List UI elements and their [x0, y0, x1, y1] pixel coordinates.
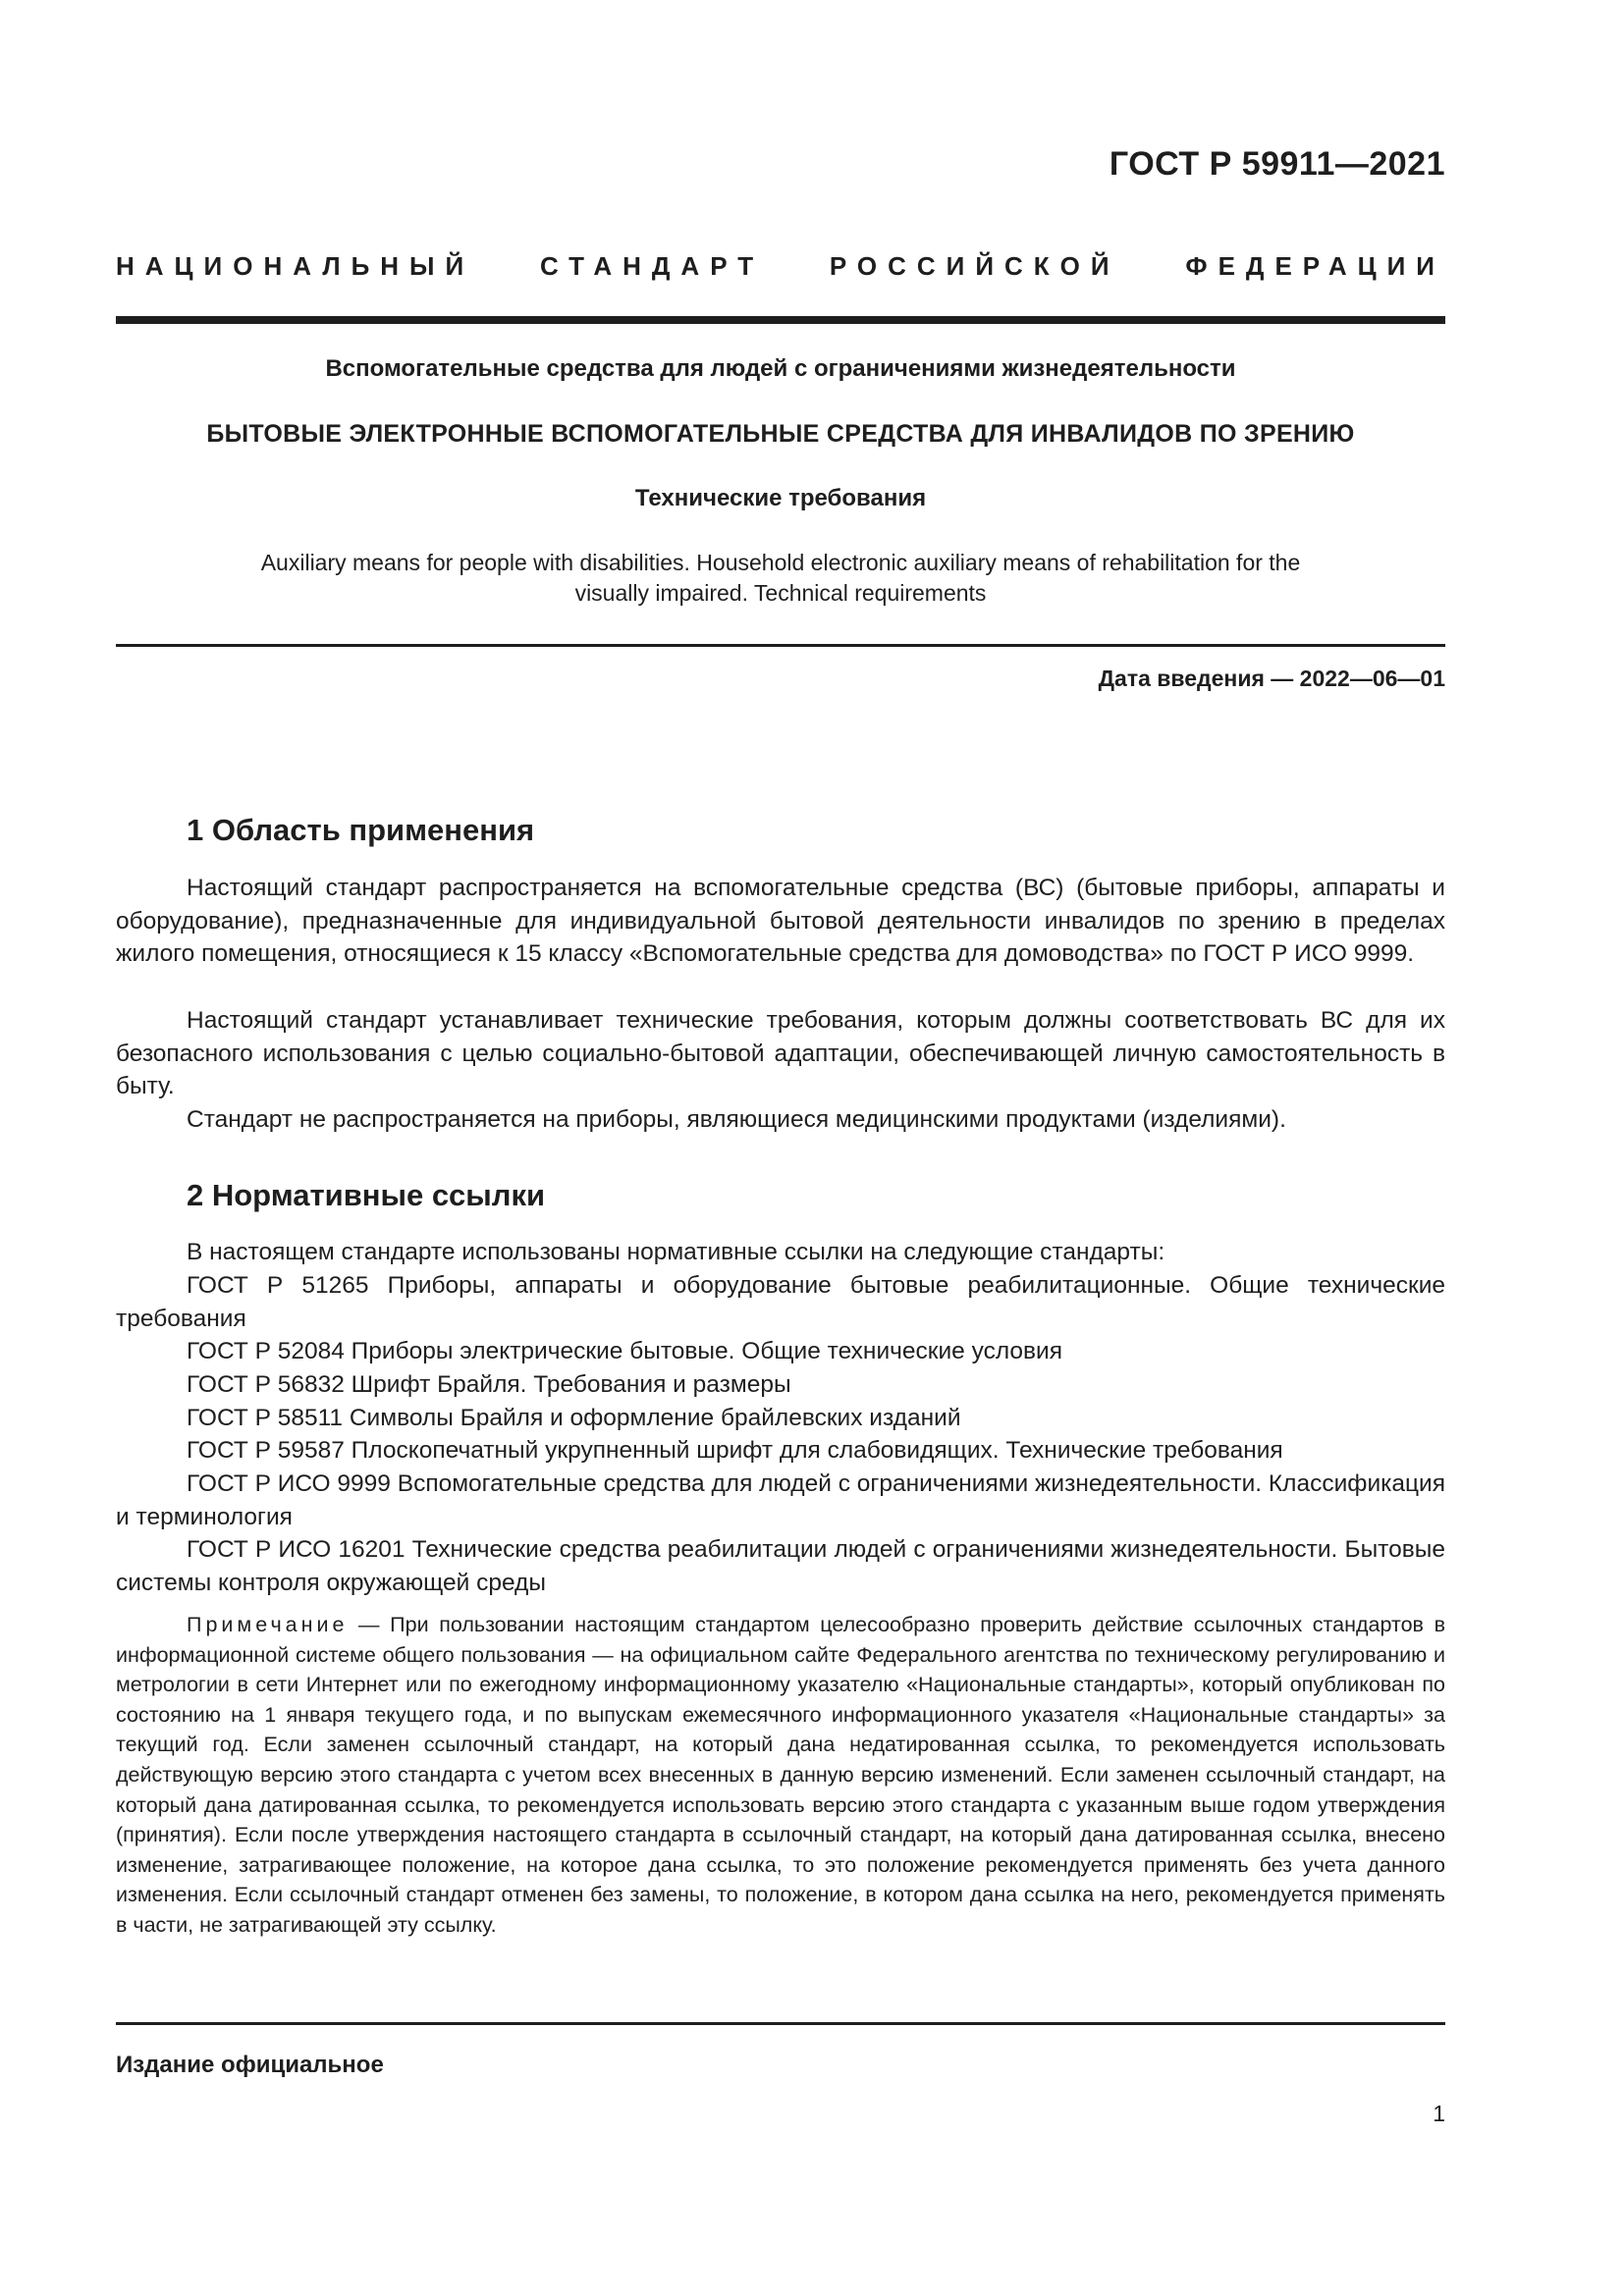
national-standard-banner: НАЦИОНАЛЬНЫЙ СТАНДАРТ РОССИЙСКОЙ ФЕДЕРАЦИИ [116, 251, 1445, 281]
footer-rule [116, 2022, 1445, 2025]
header-rule [116, 316, 1445, 324]
reference-item: ГОСТ Р 52084 Приборы электрические бытовые. Общие технические условия [187, 1338, 1063, 1364]
reference-item: ГОСТ Р ИСО 16201 Технические средства реабилитации людей с ограничениями жизнедеятельности. Бытовые системы контроля окружающей среды [116, 1536, 1445, 1596]
section-1-paragraph: Настоящий стандарт распространяется на вспомогательные средства (ВС) (бытовые приборы, аппараты и оборудование), предназначенные для индивидуальной бытовой деятельности инвалидов по зрению в пределах жилого помещения, относящиеся к 15 классу «Вспомогательные средства для домоводства» по ГОСТ Р ИСО 9999. [116, 875, 1445, 968]
english-title: Auxiliary means for people with disabilities. Household electronic auxiliary means of rehabilitation for the visually impaired. Technical requirements [260, 550, 1301, 606]
references-intro: В настоящем стандарте использованы нормативные ссылки на следующие стандарты: [187, 1239, 1165, 1265]
title-line-3: Технические требования [634, 485, 927, 511]
title-line-2: БЫТОВЫЕ ЭЛЕКТРОННЫЕ ВСПОМОГАТЕЛЬНЫЕ СРЕДСТВА ДЛЯ ИНВАЛИДОВ ПО ЗРЕНИЮ [206, 420, 1355, 448]
section-1-heading: 1 Область применения [187, 813, 535, 847]
document-code: ГОСТ Р 59911—2021 [1109, 145, 1445, 183]
section-1-paragraph: Стандарт не распространяется на приборы, являющиеся медицинскими продуктами (изделиями). [187, 1106, 1286, 1133]
title-rule [116, 644, 1445, 647]
date-of-introduction: Дата введения — 2022—06—01 [1098, 666, 1445, 691]
reference-item: ГОСТ Р 51265 Приборы, аппараты и оборудование бытовые реабилитационные. Общие технические требования [116, 1272, 1445, 1332]
page-number: 1 [1433, 2101, 1445, 2126]
reference-item: ГОСТ Р 58511 Символы Брайля и оформление брайлевских изданий [187, 1405, 961, 1431]
section-1-paragraph: Настоящий стандарт устанавливает технические требования, которым должны соответствовать ВС для их безопасного использования с целью социально-бытовой адаптации, обеспечивающей личную самостоятельность в быту. [116, 1007, 1445, 1100]
reference-item: ГОСТ Р 56832 Шрифт Брайля. Требования и размеры [187, 1371, 791, 1398]
official-edition: Издание официальное [116, 2052, 384, 2078]
reference-item: ГОСТ Р ИСО 9999 Вспомогательные средства для людей с ограничениями жизнедеятельности. Классификация и терминология [116, 1470, 1445, 1530]
title-line-1: Вспомогательные средства для людей с ограничениями жизнедеятельности [325, 355, 1236, 382]
note-text: — При пользовании настоящим стандартом целесообразно проверить действие ссылочных стандартов в информационной системе общего пользования — на официальном сайте Федерального агентства по техническому регулированию и метрологии в сети Интернет или по ежегодному информационному указателю «Национальные стандарты», который опубликован по состоянию на 1 января текущего года, и по выпускам ежемесячного информационного указателя «Национальные стандарты» за текущий год. Если заменен ссылочный стандарт, на который дана недатированная ссылка, то рекомендуется использовать действующую версию этого стандарта с учетом всех внесенных в данную версию изменений. Если заменен ссылочный стандарт, на который дана датированная ссылка, то рекомендуется использовать версию этого стандарта с указанным выше годом утверждения (принятия). Если после утверждения настоящего стандарта в ссылочный стандарт, на который дана датированная ссылка, внесено изменение, затрагивающее положение, на которое дана ссылка, то это положение рекомендуется применять без учета данного изменения. Если ссылочный стандарт отменен без замены, то положение, в котором дана ссылка на него, рекомендуется применять в части, не затрагивающей эту ссылку. [116, 1613, 1445, 1937]
section-2-heading: 2 Нормативные ссылки [187, 1178, 546, 1212]
reference-item: ГОСТ Р 59587 Плоскопечатный укрупненный шрифт для слабовидящих. Технические требования [187, 1437, 1283, 1464]
note-label: Примечание [187, 1613, 349, 1636]
note-paragraph [116, 1610, 1445, 1941]
